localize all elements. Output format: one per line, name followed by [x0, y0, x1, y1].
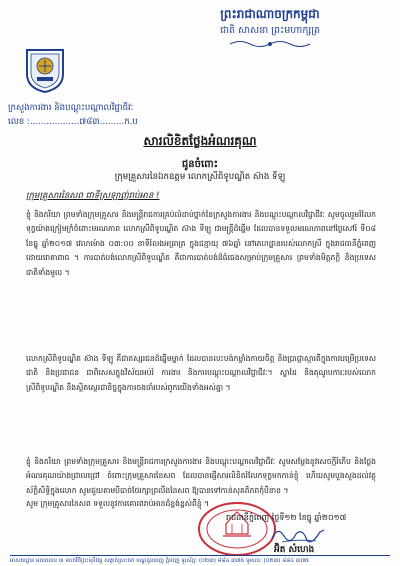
honor-heading: ជូនចំពោះ	[181, 159, 219, 170]
closing-date: រាជធានីភ្នំពេញ ថ្ងៃទី១២ ខែធ្នូ ឆ្នាំ២០១៧	[226, 513, 347, 522]
reference-line	[8, 117, 138, 129]
footer-address: អាសយដ្ឋាន អគារលេខ ៣ មហាវិថីព្រះមុនីវង្ស សង្កាត់ស្រះចក ខណ្ឌដូនពេញ ភ្នំពេញ ទូរស័ព្ទ: (០២៣) ៨៨៤ ៣៧៥ ទូរសារ: (០២៣) ៨៨៤ ៣៧៥	[10, 558, 309, 564]
ministry-emblem-icon	[23, 44, 67, 94]
body-paragraph-1: ខ្ញុំ និងភរិយា ព្រមទាំងក្រុមគ្រួសារ និងមន្ត្រីរាជការគ្រប់លំដាប់ថ្នាក់នៃក្រសួងការងារ និងបណ្តុះបណ្តាលវិជ្ជាជីវៈ សូមចូលរួមរំលែកទុក្ខយ៉ាងក្រៀមក្រំចំពោះមរណភាព លោកស្រីពិទូបណ្ឌិត ស៊ាង ទីឡូ ជាមន្ត្រីដ៏ឆ្នើម ដែលបានទទួលមរណភាពនៅថ្ងៃសៅរ៍ ទី០៨ ខែធ្នូ ឆ្នាំ២០១៧ វេលាម៉ោង ០៣:០០ នាទីរំលងអធ្រាត្រ ក្នុងជន្មាយុ ៧៦ឆ្នាំ នៅគេហដ្ឋានរបស់លោកស្រី ក្នុងរាជធានីភ្នំពេញ ដោយរោគាពាធ ។ ការបាត់បង់លោកស្រីពិទូបណ្ឌិត គឺជាការបាត់បង់ដ៏ធំធេងសម្រាប់ក្រុមគ្រួសារ ព្រមទាំងមិត្តភក្តិ និងប្រទេសជាតិទាំងមូល ។	[26, 210, 376, 277]
reference-label: លេខ :	[8, 117, 30, 127]
reference-number: ៧៨៣	[79, 117, 100, 127]
reference-dots: ..................	[30, 117, 80, 127]
salutation: ក្រុមគ្រួសារនៃសព ជាទីស្រឡាញ់រាប់អាន !	[26, 191, 160, 201]
signer-name: អ៊ិត សំហេង	[274, 545, 315, 555]
kingdom-heading: ព្រះរាជាណាចក្រកម្ពុជា	[220, 7, 320, 21]
ministry-name: ក្រសួងការងារ និងបណ្តុះបណ្តាលវិជ្ជាជីវៈ	[8, 103, 134, 113]
official-stamp-icon	[196, 500, 278, 558]
national-motto: ជាតិ សាសនា ព្រះមហាក្សត្រ	[219, 25, 321, 36]
handwritten-signature-icon	[268, 522, 328, 546]
footer-divider	[10, 555, 390, 556]
letter-title: សារលិខិតថ្លែងអំណរគុណ	[143, 134, 257, 148]
decorative-flourish-icon	[228, 39, 312, 49]
recipient-line: ក្រុមគ្រួសារនៃឯកឧត្ដម លោកស្រីពិទូបណ្ឌិត ស៊ាង ទីឡូ	[114, 172, 286, 182]
body-paragraph-2: លោកស្រីពិទូបណ្ឌិត ស៊ាង ទីឡូ គឺជាឥស្សរជនដ៏ឆ្នើមម្នាក់ ដែលបានលះបង់កម្លាំងកាយចិត្ត និងប្រាជ្ញាស្មារតីក្នុងការបម្រើប្រទេសជាតិ និងប្រជាជន ជាពិសេសក្នុងវិស័យអប់រំ ការងារ និងការបណ្តុះបណ្តាលវិជ្ជាជីវៈ។ ស្នាដៃ និងគុណូបការៈរបស់លោកស្រីពិទូបណ្ឌិត នឹងស្ថិតស្ថេរជានិច្ចក្នុងការចងចាំរបស់ពួកយើងទាំងអស់គ្នា ។	[26, 354, 376, 392]
body-paragraph-3: ខ្ញុំ និងភរិយា ព្រមទាំងក្រុមគ្រួសារ និងមន្ត្រីរាជការក្រសួងការងារ និងបណ្តុះបណ្តាលវិជ្ជាជីវៈ សូមសម្តែងនូវសេចក្តីរំភើប និងថ្លែងអំណរគុណយ៉ាងជ្រាលជ្រៅ ចំពោះក្រុមគ្រួសារនៃសព ដែលបានផ្ញើសារលិខិតរំលែកទុក្ខមកកាន់ខ្ញុំ ហើយសូមបួងសួងដល់វត្ថុស័ក្តិសិទ្ធិក្នុងលោក សូមជួយតាមបីបាច់ថែរក្សាព្រលឹងនៃសព ឱ្យបានទៅកាន់សុគតិភពកុំបីខាន ។	[26, 457, 376, 495]
closing-paragraph: សូម ក្រុមគ្រួសារនៃសព ទទួលនូវការគោរពរាប់អានដ៏ខ្ពង់ខ្ពស់ពីខ្ញុំ ។	[26, 499, 210, 508]
reference-suffix: .........ក.ប	[99, 117, 138, 127]
